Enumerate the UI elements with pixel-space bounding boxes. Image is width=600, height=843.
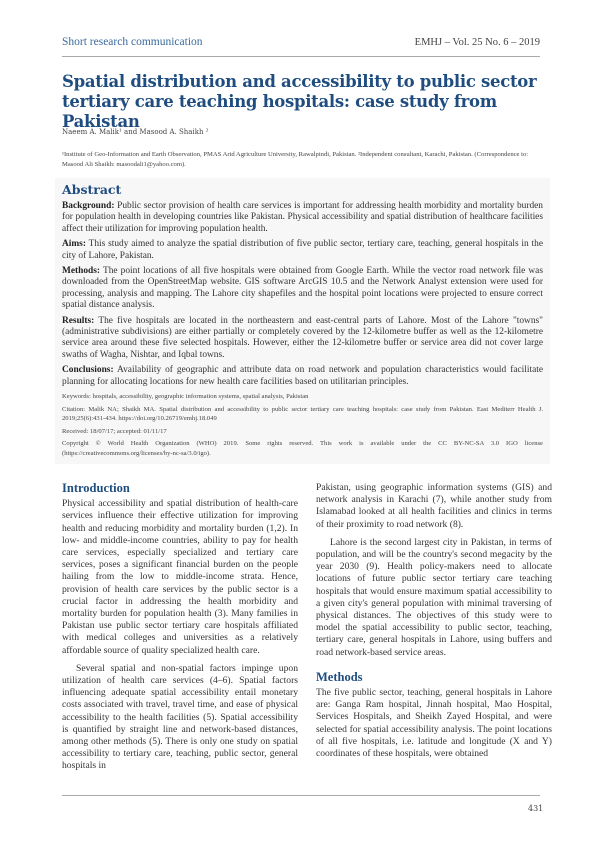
text: This study aimed to analyze the spatial distribution of five public sector, tertiary care, teaching, general hospitals in the city of Lahore, Pakistan.: [62, 239, 543, 261]
abstract-conclusions-para: [62, 365, 543, 388]
right-column: [316, 482, 552, 766]
affiliations: ¹Institute of Geo-Information and Earth Observation, PMAS Arid Agriculture University, Rawalpindi, Pakistan. ²Independent consultant, Karachi, Pakistan. (Correspondence to: Masood Ali Shaikh: masoodali1@yahoo.com).: [62, 151, 529, 168]
header-divider: [62, 56, 540, 57]
text: The five hospitals are located in the northeastern and east-central parts of Lahore. Most of the Lahore "towns" (administrative subdivisions) are either partially or completely covered by the 12-kilometre buffer as well as the 12-kilometre service area around these five selected hospitals. However, either the 12-kilometre buffer or service area did not cover large swaths of Wagha, Nishtar, and Iqbal towns.: [62, 315, 543, 360]
abstract-results-para: [62, 316, 543, 362]
received-dates: Received: 18/07/17; accepted: 01/11/17: [62, 427, 167, 435]
label: Conclusions:: [62, 365, 114, 376]
left-column: [62, 482, 298, 779]
text: Availability of geographic and attribute data on road network and population characteristics would facilitate planning for allocating locations for new health care facilities based on utilitarian principles.: [62, 365, 543, 387]
methods-heading: Methods: [316, 669, 363, 684]
keywords: Keywords: hospitals, accessibility, geographic information systems, spatial analysis, Pakistan: [62, 393, 309, 401]
text: The point locations of all five hospitals were obtained from Google Earth. While the vector road network file was downloaded from the OpenStreetMap website. GIS software ArcGIS 10.5 and the Network Analyst extension were used for processing, analysis and mapping. The Lahore city shapefiles and the hospital point locations were projected to ensure correct spatial distance analysis.: [62, 266, 543, 311]
abstract: [55, 178, 550, 464]
methods-paragraph-1: The five public sector, teaching, general hospitals in Lahore are: Ganga Ram hospital, Jinnah hospital, Mao Hospital, Services Hospitals, and Sheikh Zayed Hospital, and were selected for spatial accessibility analysis. The point locations of all five hospitals, i.e. latitude and longitude (X and Y) coordinates of these hospitals, were obtained: [316, 687, 552, 760]
label: Aims:: [62, 239, 86, 250]
abstract-methods-para: [62, 266, 543, 312]
label: Results:: [62, 315, 95, 326]
intro-paragraph-2: Several spatial and non-spatial factors impinge upon utilization of health care services (4–6). Spatial factors influencing adequate spatial accessibility entail monetary costs associated with travel, travel time, and ease of physical accessibility to the health facilities (5). Spatial accessibility is quantified by straight line and network-based distances, among other methods (5). There is only one study on spatial accessibility to tertiary care, teaching, public sector, general hospitals in: [62, 662, 298, 772]
section-label: Short research communication: [62, 36, 203, 48]
abstract-aims-para: [62, 239, 543, 262]
abstract-heading: Abstract: [62, 182, 122, 197]
footer-divider: [62, 795, 540, 796]
authors: Naeem A. Malik¹ and Masood A. Shaikh ²: [62, 128, 209, 136]
page-number: 431: [528, 804, 544, 813]
intro-paragraph-3: Pakistan, using geographic information systems (GIS) and network analysis in Karachi (7), while another study from Islamabad looked at all health facilities and clinics in terms of their proximity to road network (8).: [316, 482, 552, 530]
journal-issue: EMHJ – Vol. 25 No. 6 – 2019: [414, 37, 540, 48]
label: Methods:: [62, 266, 101, 277]
copyright[interactable]: Copyright © World Health Organization (WHO) 2019. Some rights reserved. This work is available under the CC BY-NC-SA 3.0 IGO license (https://creativecommons.org/licenses/by-nc-sa/3.0/igo).: [62, 440, 543, 458]
text: Public sector provision of health care services is important for addressing health morbidity and mortality burden for population health in developing countries like Pakistan. Physical accessibility and spatial distribution of healthcare facilities affect their utilization for improving population health.: [62, 201, 543, 234]
introduction-heading: Introduction: [62, 481, 130, 495]
article-title: Spatial distribution and accessibility to public sector tertiary care teaching hospitals: case study from Pakistan: [62, 72, 537, 131]
intro-paragraph-1: Physical accessibility and spatial distribution of health-care services influence their effective utilization for improving health and reducing morbidity and mortality burden (1,2). In low- and middle-income countries, ability to pay for health care services, especially specialized and tertiary care services, poses a significant financial burden on the people hailing from the low to middle-income strata. Hence, provision of health care services by the public sector is a crucial factor in addressing the health morbidity and mortality burden for population health (3). Many families in Pakistan use public sector tertiary care hospitals affiliated with medical colleges and universities as a relatively affordable source of quality specialized health care.: [62, 498, 298, 656]
abstract-background-para: [62, 201, 543, 235]
intro-paragraph-4: Lahore is the second largest city in Pakistan, in terms of population, and will be the country's second megacity by the year 2030 (9). Health policy-makers need to allocate locations of future public sector tertiary care teaching hospitals that would ensure maximum spatial accessibility to a given city's general population with minimal traversing of physical distances. The objectives of this study were to model the spatial accessibility to public sector, teaching, tertiary care, general hospitals in Lahore, using buffers and road network-based service areas.: [316, 536, 552, 658]
citation[interactable]: Citation: Malik NA; Shaikh MA. Spatial distribution and accessibility to public sector tertiary care teaching hospitals: case study from Pakistan. East Mediterr Health J. 2019;25(6):431-434. https://doi.org/10.26719/emhj.18.049: [62, 405, 543, 423]
label: Background:: [62, 201, 115, 211]
